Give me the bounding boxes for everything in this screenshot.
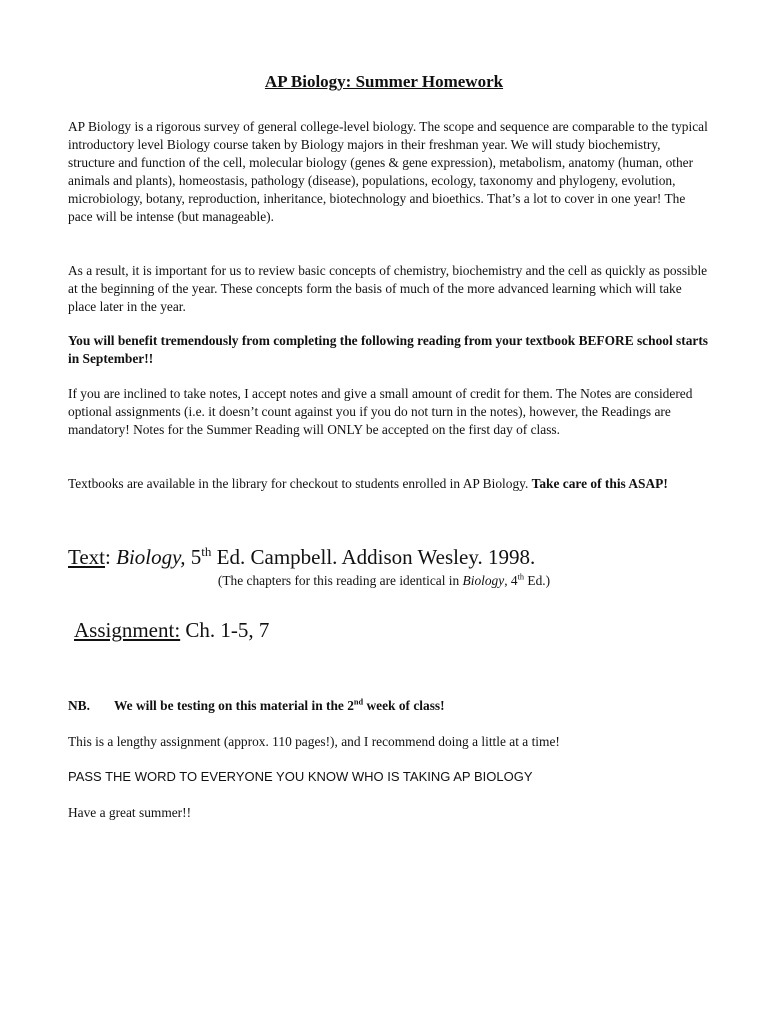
edition-note-suffix: th: [517, 572, 525, 582]
textbook-reference: [68, 545, 535, 570]
length-advice: This is a lengthy assignment (approx. 110 pages!), and I recommend doing a little at a time!: [68, 734, 560, 749]
reading-emphasis-paragraph: You will benefit tremendously from completing the following reading from your textbook BEFORE school starts in September!!: [68, 333, 709, 366]
edition-note: [0, 573, 768, 589]
textbook-availability-paragraph: [68, 475, 708, 493]
edition-note-book: Biology: [462, 573, 505, 588]
assignment-line: [74, 618, 269, 643]
testing-notice-text: We will be testing on this material in the 2: [114, 698, 354, 713]
edition-number: 5: [185, 545, 202, 569]
closing-line: Have a great summer!!: [68, 805, 192, 820]
assignment-label: Assignment:: [74, 618, 181, 642]
book-title: Biology,: [116, 545, 186, 569]
edition-note-start: (The chapters for this reading are identical in: [217, 573, 463, 588]
edition-note-end: Ed.): [524, 573, 551, 588]
text-colon: :: [105, 545, 117, 569]
intro-paragraph: AP Biology is a rigorous survey of general college-level biology. The scope and sequence are comparable to the typical introductory level Biology course taken by Biology majors in their freshman year. We will study biochemistry, structure and function of the cell, molecular biology (genes & gene expression), metabolism, anatomy (human, other animals and plants), homeostasis, pathology (disease), populations, ecology, taxonomy and phylogeny, evolution, microbiology, botany, reproduction, inheritance, biotechnology and bioethics. That’s a lot to cover in one year! The pace will be intense (but manageable).: [68, 119, 708, 224]
testing-notice: [68, 698, 445, 714]
pass-the-word: PASS THE WORD TO EVERYONE YOU KNOW WHO IS TAKING AP BIOLOGY: [68, 769, 533, 784]
nb-label: NB.: [68, 698, 90, 713]
text-label: Text: [68, 545, 106, 569]
edition-suffix: th: [201, 544, 212, 559]
notes-paragraph: If you are inclined to take notes, I accept notes and give a small amount of credit for them. The Notes are considered optional assignments (i.e. it doesn’t count against you if you do not turn in the notes), however, the Readings are mandatory! Notes for the Summer Reading will ONLY be accepted on the first day of class.: [68, 386, 693, 437]
textbook-availability-text: Textbooks are available in the library for checkout to students enrolled in AP Biology.: [68, 476, 532, 491]
assignment-chapters: Ch. 1-5, 7: [180, 618, 270, 642]
testing-notice-end: week of class!: [363, 698, 445, 713]
review-paragraph: As a result, it is important for us to review basic concepts of chemistry, biochemistry and the cell as quickly as possible at the beginning of the year. These concepts form the basis of much of the more advanced learning which will take place later in the year.: [68, 263, 708, 314]
week-ordinal-suffix: nd: [353, 697, 364, 707]
book-details: Ed. Campbell. Addison Wesley. 1998.: [211, 545, 536, 569]
page-title: AP Biology: Summer Homework: [264, 72, 504, 91]
take-care-notice: Take care of this ASAP!: [531, 476, 668, 491]
edition-note-number: , 4: [504, 573, 518, 588]
